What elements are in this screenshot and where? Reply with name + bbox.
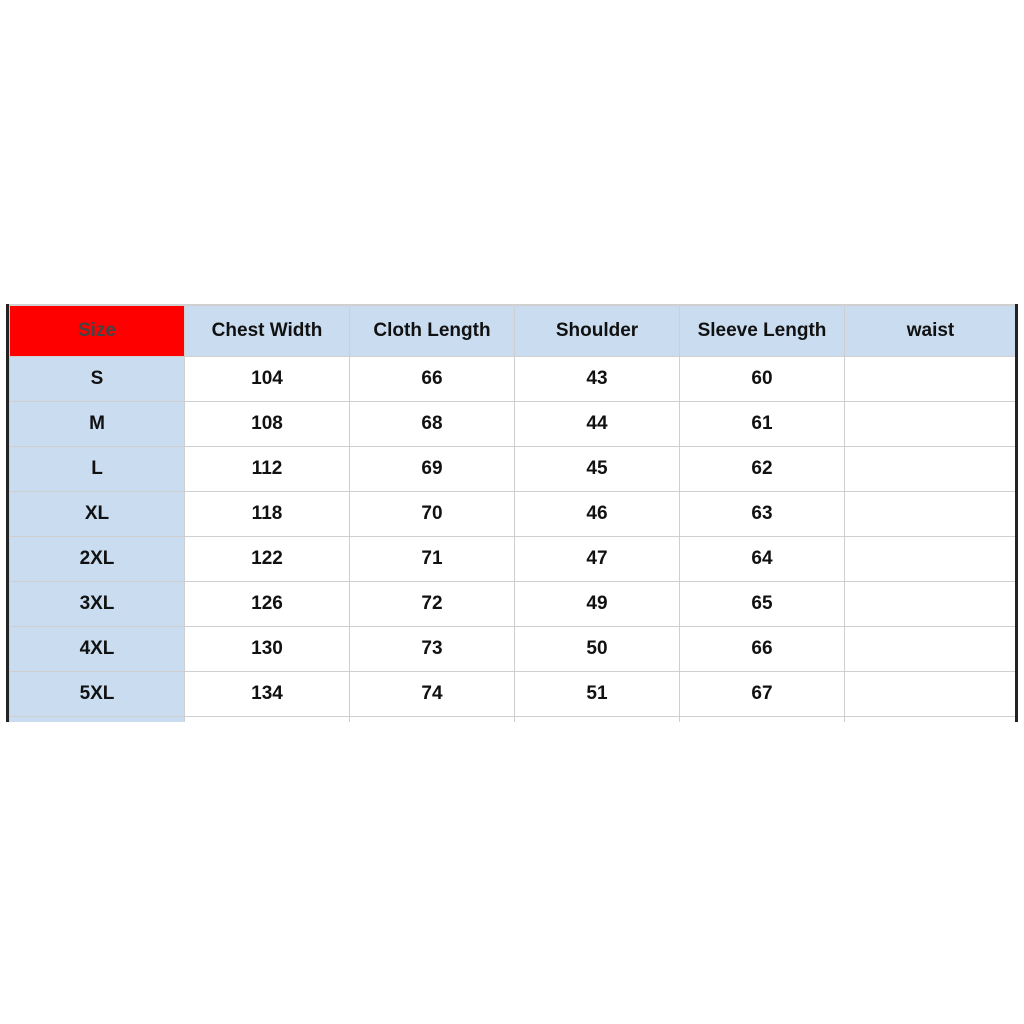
shoulder-cell: 50 xyxy=(515,627,680,672)
shoulder-cell: 46 xyxy=(515,492,680,537)
waist-cell xyxy=(845,492,1017,537)
empty-cell xyxy=(350,717,515,723)
size-cell: M xyxy=(10,402,185,447)
table-row xyxy=(10,627,1017,672)
empty-cell xyxy=(680,717,845,723)
table-body xyxy=(10,357,1017,723)
header-shoulder: Shoulder xyxy=(515,305,680,357)
table-row xyxy=(10,402,1017,447)
table-row xyxy=(10,537,1017,582)
chest-width-cell: 118 xyxy=(185,492,350,537)
table-row-partial xyxy=(10,717,1017,723)
cloth-length-cell: 66 xyxy=(350,357,515,402)
empty-cell xyxy=(185,717,350,723)
size-cell: S xyxy=(10,357,185,402)
chest-width-cell: 108 xyxy=(185,402,350,447)
shoulder-cell: 45 xyxy=(515,447,680,492)
cloth-length-cell: 74 xyxy=(350,672,515,717)
size-cell: XL xyxy=(10,492,185,537)
header-waist: waist xyxy=(845,305,1017,357)
header-size: Size xyxy=(10,305,185,357)
table-row xyxy=(10,492,1017,537)
cloth-length-cell: 70 xyxy=(350,492,515,537)
header-sleeve-length: Sleeve Length xyxy=(680,305,845,357)
waist-cell xyxy=(845,357,1017,402)
size-cell: L xyxy=(10,447,185,492)
shoulder-cell: 49 xyxy=(515,582,680,627)
sleeve-length-cell: 66 xyxy=(680,627,845,672)
cloth-length-cell: 72 xyxy=(350,582,515,627)
table-row xyxy=(10,447,1017,492)
cloth-length-cell: 68 xyxy=(350,402,515,447)
shoulder-cell: 47 xyxy=(515,537,680,582)
table-row xyxy=(10,357,1017,402)
size-chart-table-container xyxy=(6,304,1018,722)
shoulder-cell: 51 xyxy=(515,672,680,717)
chest-width-cell: 104 xyxy=(185,357,350,402)
empty-cell xyxy=(515,717,680,723)
chest-width-cell: 126 xyxy=(185,582,350,627)
empty-cell xyxy=(845,717,1017,723)
sleeve-length-cell: 61 xyxy=(680,402,845,447)
chest-width-cell: 130 xyxy=(185,627,350,672)
cloth-length-cell: 69 xyxy=(350,447,515,492)
size-cell: 2XL xyxy=(10,537,185,582)
table-row xyxy=(10,672,1017,717)
sleeve-length-cell: 64 xyxy=(680,537,845,582)
waist-cell xyxy=(845,402,1017,447)
waist-cell xyxy=(845,447,1017,492)
waist-cell xyxy=(845,672,1017,717)
chest-width-cell: 122 xyxy=(185,537,350,582)
table-row xyxy=(10,582,1017,627)
table-header xyxy=(10,305,1017,357)
waist-cell xyxy=(845,627,1017,672)
header-cloth-length: Cloth Length xyxy=(350,305,515,357)
size-cell: 4XL xyxy=(10,627,185,672)
sleeve-length-cell: 65 xyxy=(680,582,845,627)
chest-width-cell: 134 xyxy=(185,672,350,717)
header-row xyxy=(10,305,1017,357)
shoulder-cell: 43 xyxy=(515,357,680,402)
waist-cell xyxy=(845,582,1017,627)
sleeve-length-cell: 67 xyxy=(680,672,845,717)
sleeve-length-cell: 60 xyxy=(680,357,845,402)
size-chart-table xyxy=(9,304,1017,722)
sleeve-length-cell: 62 xyxy=(680,447,845,492)
empty-cell xyxy=(10,717,185,723)
size-cell: 5XL xyxy=(10,672,185,717)
cloth-length-cell: 71 xyxy=(350,537,515,582)
waist-cell xyxy=(845,537,1017,582)
size-cell: 3XL xyxy=(10,582,185,627)
header-chest-width: Chest Width xyxy=(185,305,350,357)
sleeve-length-cell: 63 xyxy=(680,492,845,537)
shoulder-cell: 44 xyxy=(515,402,680,447)
cloth-length-cell: 73 xyxy=(350,627,515,672)
chest-width-cell: 112 xyxy=(185,447,350,492)
